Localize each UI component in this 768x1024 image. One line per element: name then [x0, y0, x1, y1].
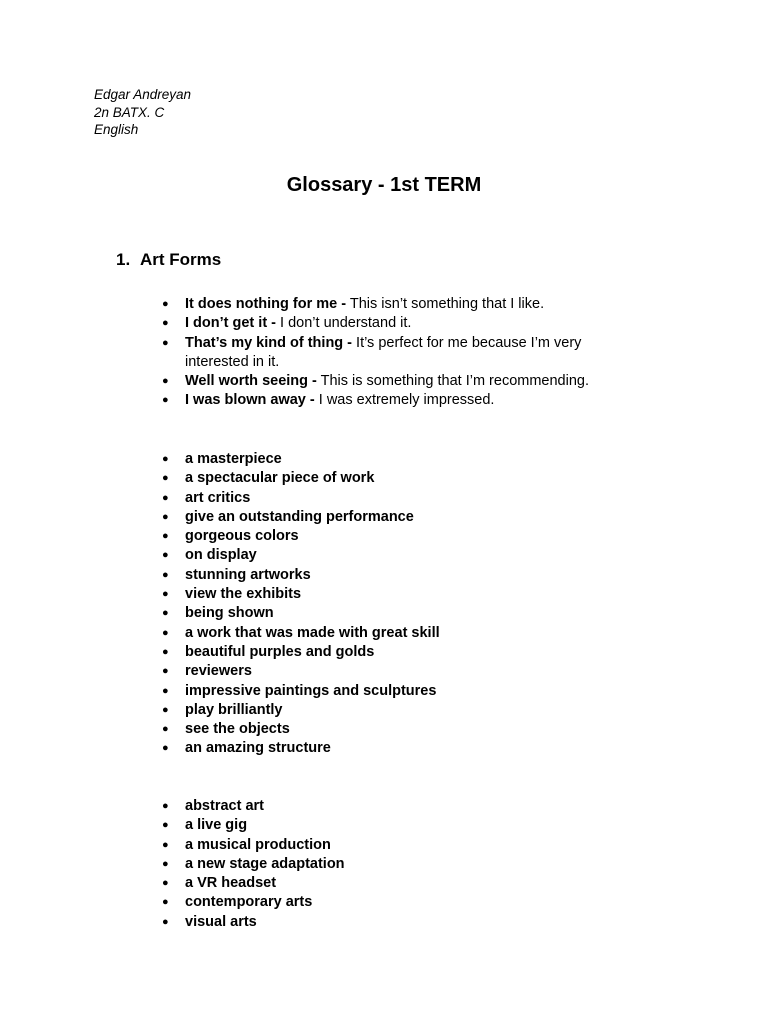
section-title: Art Forms	[140, 250, 222, 269]
vocab-term: contemporary arts	[185, 894, 313, 911]
bullet-icon: ●	[162, 703, 169, 716]
phrase-definition: This is something that I’m recommending.	[316, 373, 589, 390]
list-item	[0, 469, 625, 488]
vocab-term: a live gig	[185, 817, 248, 834]
bullet-icon: ●	[162, 530, 169, 543]
phrase-definition: I don’t understand it.	[276, 315, 412, 332]
bullet-icon: ●	[162, 510, 169, 523]
class-name: 2n BATX. C	[94, 104, 165, 120]
bullet-icon: ●	[162, 819, 169, 832]
bullet-icon: ●	[162, 626, 169, 639]
phrase-term: I was blown away -	[185, 392, 315, 409]
vocab-term: a work that was made with great skill	[185, 624, 440, 641]
phrase-term: That’s my kind of thing -	[185, 334, 353, 351]
bullet-icon: ●	[162, 607, 169, 620]
vocab-term: see the objects	[185, 721, 290, 738]
bullet-icon: ●	[162, 915, 169, 928]
bullet-icon: ●	[162, 838, 169, 851]
section-number: 1.	[116, 250, 131, 269]
vocabulary-list-1	[0, 450, 625, 759]
list-item	[0, 855, 625, 874]
vocab-term: play brilliantly	[185, 701, 283, 718]
vocab-term: a new stage adaptation	[185, 855, 345, 872]
bullet-icon: ●	[162, 645, 169, 658]
list-item	[0, 682, 625, 701]
list-item	[0, 662, 625, 681]
vocab-term: abstract art	[185, 798, 264, 814]
author-name: Edgar Andreyan	[94, 87, 192, 102]
bullet-icon: ●	[162, 800, 169, 812]
vocab-term: a musical production	[185, 836, 331, 853]
vocab-term: view the exhibits	[185, 586, 302, 603]
vocab-term: reviewers	[185, 663, 252, 680]
phrase-term: It does nothing for me -	[185, 296, 347, 312]
list-item	[0, 450, 625, 469]
list-item	[0, 836, 625, 855]
vocab-term: a spectacular piece of work	[185, 470, 375, 487]
bullet-icon: ●	[162, 742, 169, 755]
phrase-list	[0, 295, 625, 411]
bullet-icon: ●	[162, 394, 169, 407]
list-item	[0, 874, 625, 893]
bullet-icon: ●	[162, 877, 169, 890]
vocabulary-list-2	[0, 797, 625, 932]
vocab-term: a masterpiece	[185, 451, 282, 467]
section-heading	[116, 250, 221, 270]
vocab-term: beautiful purples and golds	[185, 643, 375, 660]
list-item	[0, 893, 625, 912]
vocab-term: an amazing structure	[185, 740, 331, 757]
phrase-term: I don’t get it -	[185, 315, 277, 332]
vocab-term: being shown	[185, 605, 274, 622]
vocab-term: impressive paintings and sculptures	[185, 682, 437, 699]
bullet-icon: ●	[162, 684, 169, 697]
bullet-icon: ●	[162, 857, 169, 870]
vocab-term: on display	[185, 547, 257, 564]
list-item	[0, 797, 625, 816]
list-item	[0, 604, 625, 623]
vocab-term: stunning artworks	[185, 566, 311, 583]
list-item	[0, 566, 625, 585]
bullet-icon: ●	[162, 568, 169, 581]
list-item	[0, 527, 625, 546]
phrase-definition: This isn’t something that I like.	[346, 296, 545, 312]
list-item	[0, 816, 625, 835]
bullet-icon: ●	[162, 317, 169, 330]
list-item	[0, 295, 625, 314]
list-item	[0, 701, 625, 720]
bullet-icon: ●	[162, 723, 169, 736]
bullet-icon: ●	[162, 665, 169, 678]
phrase-definition: It’s perfect for me because I’m very interested in it.	[185, 334, 582, 370]
list-item	[0, 913, 625, 932]
vocab-term: art critics	[185, 489, 251, 506]
vocab-term: a VR headset	[185, 875, 277, 892]
list-item	[0, 508, 625, 527]
list-item	[0, 314, 625, 333]
bullet-icon: ●	[162, 336, 169, 349]
list-item	[0, 739, 625, 758]
list-item	[0, 391, 625, 410]
list-item	[0, 372, 625, 391]
list-item	[0, 643, 625, 662]
list-item	[0, 334, 625, 373]
list-item	[0, 489, 625, 508]
bullet-icon: ●	[162, 298, 169, 310]
page-title: Glossary - 1st TERM	[286, 174, 482, 196]
bullet-icon: ●	[162, 453, 169, 465]
header-info	[94, 86, 191, 139]
bullet-icon: ●	[162, 549, 169, 562]
bullet-icon: ●	[162, 491, 169, 504]
bullet-icon: ●	[162, 896, 169, 909]
phrase-definition: I was extremely impressed.	[314, 392, 495, 409]
vocab-term: visual arts	[185, 913, 257, 930]
phrase-term: Well worth seeing -	[185, 373, 317, 390]
subject-name: English	[94, 122, 139, 137]
bullet-icon: ●	[162, 375, 169, 388]
bullet-icon: ●	[162, 588, 169, 601]
list-item	[0, 720, 625, 739]
vocab-term: gorgeous colors	[185, 528, 299, 545]
vocab-term: give an outstanding performance	[185, 508, 414, 525]
list-item	[0, 585, 625, 604]
list-item	[0, 624, 625, 643]
list-item	[0, 546, 625, 565]
bullet-icon: ●	[162, 472, 169, 485]
